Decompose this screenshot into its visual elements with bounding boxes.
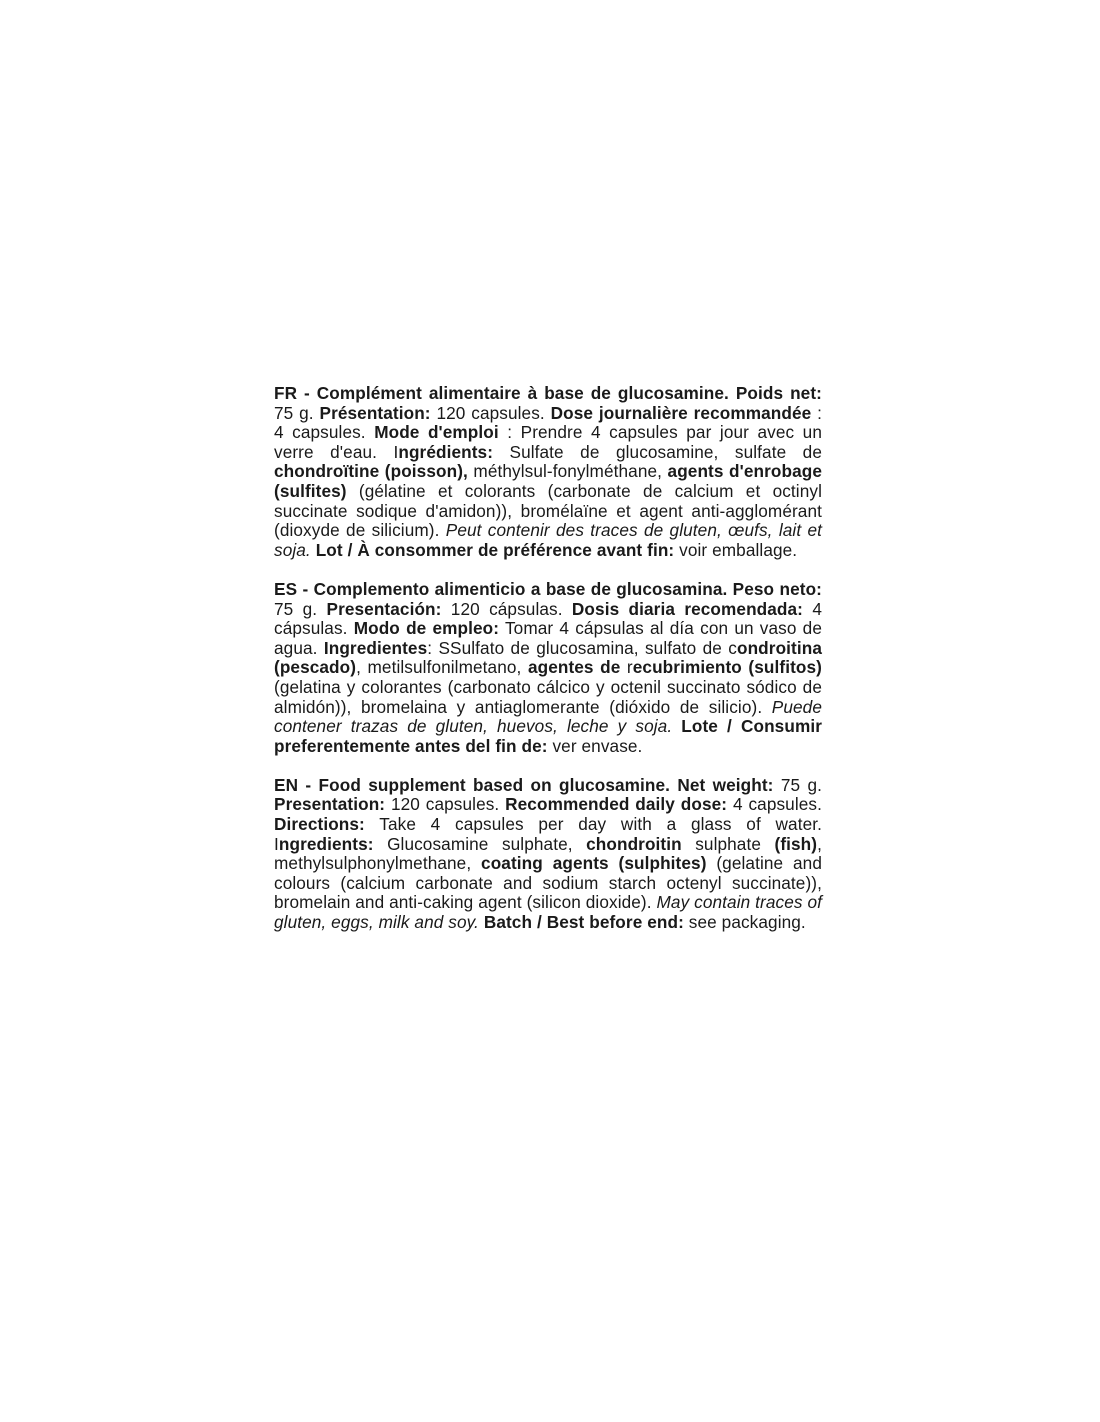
fr-plain-segment: Sulfate de glucosamine, sulfate de — [493, 441, 823, 462]
en-plain-segment: sulphate — [681, 833, 775, 854]
en-block — [274, 776, 822, 933]
es-plain-segment: , metilsulfonilmetano, — [356, 657, 528, 678]
en-plain-segment: , methylsulphonylmethane, — [274, 833, 822, 874]
fr-bold-segment: Mode d'emploi — [374, 422, 499, 443]
fr-italic-segment: Peut contenir des traces de gluten, œufs, lait et soja. — [274, 520, 823, 560]
es-bold-segment: Modo de empleo: — [353, 618, 500, 639]
en-italic-segment: May contain traces of gluten, eggs, milk and soy. — [274, 892, 822, 933]
fr-bold-segment: Présentation: — [319, 402, 431, 423]
en-bold-segment: chondroitin — [586, 833, 682, 854]
fr-plain-segment: 120 capsules. — [430, 402, 551, 423]
en-bold-segment: (fish) — [774, 833, 818, 854]
fr-bold-segment: Lot / À consommer de préférence avant fin: — [315, 539, 675, 560]
es-block — [274, 580, 822, 756]
fr-bold-segment: Dose journalière recommandée — [550, 402, 812, 423]
fr-plain-segment: voir emballage. — [674, 539, 798, 560]
fr-plain-segment: (gélatine et colorants (carbonate de calcium et octinyl succinate sodique d'amidon)), bromélaïne et agent anti-agglomérant (dioxyde de silicium). — [274, 480, 822, 541]
es-plain-segment: 120 cápsulas. — [441, 598, 572, 619]
en-plain-segment: 120 capsules. — [385, 794, 506, 815]
es-plain-segment — [672, 716, 681, 736]
es-plain-segment: 4 cápsulas. — [274, 598, 822, 639]
en-plain-segment: 75 g. — [773, 774, 822, 795]
en-bold-segment: Recommended daily dose: — [505, 794, 728, 815]
en-plain-segment: (gelatine and colours (calcium carbonate and sodium starch octenyl succinate)), bromelain and anti-caking agent (silicon dioxide). — [274, 853, 822, 913]
fr-plain-segment: : 4 capsules. — [274, 402, 822, 443]
fr-plain-segment: : Prendre 4 capsules par jour avec un verre d'eau. I — [274, 422, 823, 462]
en-plain-segment: Glucosamine sulphate, — [373, 833, 587, 854]
es-bold-segment: Ingredientes — [323, 637, 428, 658]
en-plain-segment: Take 4 capsules per day with a glass of water. I — [274, 814, 822, 854]
en-bold-segment: Batch / Best before end: — [483, 912, 684, 933]
es-bold-segment: Lote / Consumir preferentemente antes del fin de: — [274, 716, 822, 756]
es-plain-segment: r — [620, 657, 633, 678]
en-plain-segment: see packaging. — [683, 912, 806, 933]
fr-bold-segment: agents d'enrobage (sulfites) — [274, 461, 822, 501]
en-bold-segment: coating agents (sulphites) — [481, 853, 707, 874]
es-bold-segment: ecubrimiento (sulfitos) — [632, 657, 822, 678]
es-bold-segment: Dosis diaria recomendada: — [571, 598, 804, 619]
es-bold-segment: agentes de — [527, 657, 621, 678]
es-bold-segment: ondroitina (pescado) — [274, 637, 822, 678]
en-plain-segment: 4 capsules. — [727, 794, 822, 815]
fr-bold-segment: FR - Complément alimentaire à base de glucosamine. Poids net: — [274, 383, 822, 403]
es-italic-segment: Puede contener trazas de gluten, huevos, leche y soja. — [274, 696, 822, 737]
es-plain-segment: : SSulfato de glucosamina, sulfato de c — [427, 637, 737, 658]
fr-bold-segment: chondroïtine (poisson), — [274, 461, 468, 482]
en-bold-segment: EN - Food supplement based on glucosamine. Net weight: — [274, 774, 774, 795]
es-plain-segment: ver envase. — [547, 735, 643, 756]
en-bold-segment: Directions: — [274, 814, 365, 835]
fr-plain-segment: 75 g. — [274, 402, 320, 423]
en-bold-segment: Presentation: — [274, 794, 386, 815]
fr-block — [274, 384, 822, 560]
es-plain-segment: (gelatina y colorantes (carbonato cálcico y octenil succinato sódico de almidón)), bromelaina y antiaglomerante (dióxido de silicio). — [274, 676, 822, 717]
es-plain-segment: Tomar 4 cápsulas al día con un vaso de agua. — [274, 618, 823, 658]
fr-plain-segment: méthylsul-fonylméthane, — [467, 461, 668, 482]
en-bold-segment: ngredients: — [278, 833, 374, 854]
label-text-column — [274, 384, 822, 952]
es-bold-segment: Presentación: — [326, 598, 442, 619]
es-bold-segment: ES - Complemento alimenticio a base de glucosamina. Peso neto: — [274, 578, 822, 599]
fr-bold-segment: ngrédients: — [398, 441, 494, 462]
es-plain-segment: 75 g. — [274, 598, 327, 619]
